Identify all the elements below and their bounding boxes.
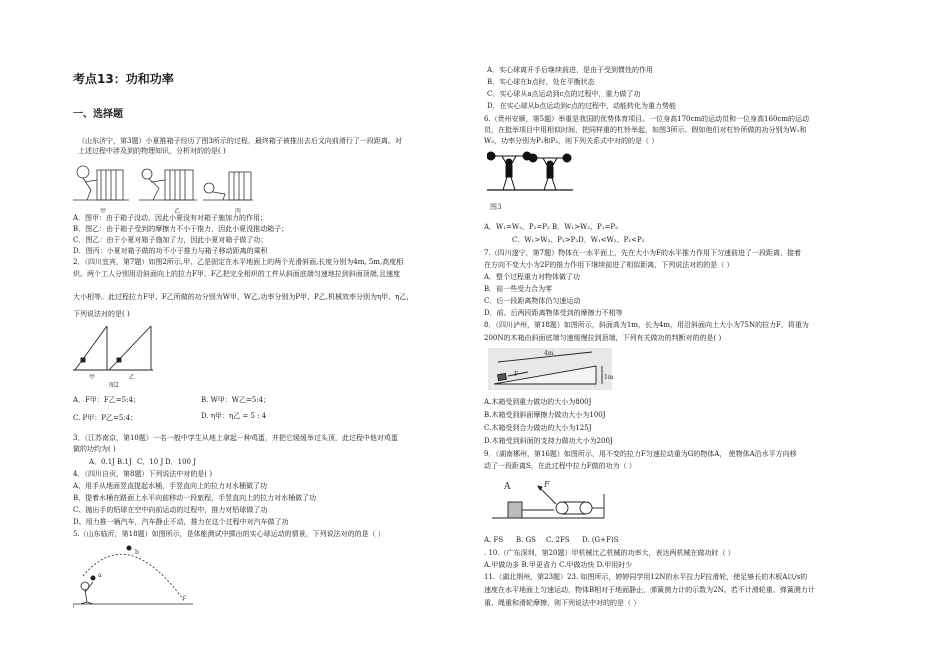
q1-fig-yi: [139, 169, 197, 200]
q7-stem-line2: 在方向不变大小为2F的推力作用下继续前进了相似距离，下列说法对的的是（ ）: [484, 261, 734, 269]
q8-fig-label-length: 4m: [544, 350, 554, 357]
q2-option-d: D. η甲：η乙 = 5 : 4: [201, 412, 267, 420]
q1-option-b: B．图乙：由于箱子受到的摩擦力不小于推力，因此小夏没推动箱子；: [73, 225, 289, 233]
q1-stem-line1: （山东济宁，第3题）小夏推箱子经历了图3所示的过程，最终箱子被推出去后又向前滑行了一段距离。对: [78, 137, 402, 145]
q6-options-row2: C．W₁>W₂、P₁>P₂D．W₁<W₂、P₁<P₂: [512, 236, 645, 244]
q8-fig-label-force: F: [514, 371, 519, 378]
q4-option-c: C、抛出手的铅球在空中向前运动的过程中，推力对铅球做了功: [73, 506, 268, 514]
q1-caption-yi: 乙: [174, 208, 181, 215]
q5-fig-label-a: a: [98, 572, 102, 579]
q2-stem-line2: 炽。两个工人分别用沿斜面向上的拉力F甲、F乙把完全相炽的工件从斜面底端匀速地拉到斜面顶端,且速度: [73, 270, 400, 278]
q4-option-a: A、用手从地面竖直提起水桶，手竖直向上的拉力对水桶做了功: [73, 482, 268, 490]
q9-option-b: B. GS: [516, 536, 536, 544]
q8-option-d: D.木箱受到斜面的支持力做功大小为200J: [484, 437, 613, 445]
q7-option-b: B．前一些受力合为零: [484, 285, 553, 293]
q10-stem: . 10.（广东深圳，第20题）甲机械比乙机械的功率大，表达两机械在做功时（ ）: [484, 549, 735, 557]
q3-options: [89, 458, 225, 467]
q8-option-b: B.木箱受到斜面摩擦力做功大小为100J: [484, 411, 606, 419]
q9-options: [484, 536, 618, 545]
q6-stem-line3: W₂，功率分别为P₁和P₂，则下列关系式中对的的是（ ）: [484, 137, 659, 145]
q2-figure: [73, 322, 153, 384]
q5-stem: 5.（山东临沂，第18题）如图所示，是体能测试中掷出的实心球运动的情景，下列说法对的的是（ ）: [73, 530, 385, 538]
q8-option-a: A.木箱受到重力做功的大小为800J: [484, 398, 592, 406]
q1-option-d: D．图丙：小夏对箱子做的功不小于推力与箱子移动距离的乘积: [73, 247, 268, 255]
q2-stem-line3: 大小相等。此过程拉力F甲、F乙所做的功分别为W甲、W乙,功率分别为P甲、P乙,机械效率分别为η甲、η乙，: [73, 293, 414, 301]
q9-fig-label-a: A: [504, 482, 511, 492]
q1-fig-jia: [73, 166, 129, 200]
q1-option-c: C．图乙：由于小夏对箱子施加了力，因此小夏对箱子做了功；: [73, 236, 268, 244]
q5-fig-label-c: c: [183, 594, 187, 601]
q10-options: A.甲做功多 B.甲更省力 C.甲做功快 D.甲用时少: [484, 561, 633, 569]
q3-option-d: D．100 J: [165, 458, 197, 466]
q2-option-c: C. P甲：P乙=5:4；: [73, 414, 138, 422]
q6-stem-line1: 6.（贵州安顺，第5题）举重是我国的优势体育项目。一位身高170cm的运动员和一位身高160cm的运动: [484, 115, 809, 123]
q4-stem: 4．（四川自贡，第8题）下列说法中对的是( ): [73, 470, 213, 478]
left-column: [73, 0, 473, 672]
q9-stem-line1: 9．（湖南郴州，第16题）如图所示，用不变的拉力F匀速拉动重为G的物体A， 使物体A沿水平方向移: [484, 450, 797, 458]
q7-option-c: C．后一段距离物体仍匀速运动: [484, 297, 581, 305]
q1-figure: [73, 158, 253, 206]
q5-figure: [73, 542, 193, 618]
q6-figure: [487, 150, 573, 198]
q9-fig-label-f: F: [544, 480, 550, 489]
q2-stem-line4: 下列说法对的是( ): [73, 310, 130, 318]
q4-option-b: B、提着水桶在路面上水平向前移动一段旅程，手竖直向上的拉力对水桶做了功: [73, 494, 317, 502]
q8-fig-label-height: 1m: [604, 374, 614, 381]
q6-fig-caption: 图3: [490, 203, 502, 211]
q3-option-c: C．10 J: [137, 458, 164, 466]
q9-stem-line2: 动了一段距离S，在此过程中拉力F做的功为（ ）: [484, 462, 636, 470]
q6-stem-line2: 员，在挺举项目中用相似时间，把同样重的杠铃举起，如图3所示。假如他们对杠铃所做的功分别为W₁和: [484, 126, 807, 134]
q8-option-c: C.木箱受到合力做功的大小为125J: [484, 424, 592, 432]
q9-option-d: D. (G+F)S: [582, 536, 619, 544]
q6-options-row1: A．W₁=W₂、P₁=P₂ B．W₁>W₂、P₁=P₂: [484, 223, 618, 231]
q5-option-c: C．实心球从a点运动到c点的过程中，重力做了功: [487, 90, 641, 98]
q7-stem-line1: 7.（四川遂宁，第7题）物体在一水平面上，先在大小为F的水平推力作用下匀速前进了一段距离，接着: [484, 249, 801, 257]
q3-stem-line2: 做的功约为( ): [73, 445, 116, 453]
q3-option-a: A．0.1J: [89, 458, 115, 466]
q1-caption-jia: 甲: [100, 208, 107, 215]
q5-option-d: D．在实心球从b点运动到c点的过程中，动能转化为重力势能: [487, 102, 677, 110]
q2-fig-label-jia: 甲: [89, 374, 96, 381]
q11-stem-line3: 重、绳重和滑轮摩擦，则下列说法中对的的是（ ）: [484, 599, 641, 607]
q7-option-a: A．整个过程重力对物体做了功: [484, 273, 581, 281]
q3-stem-line1: 3．（江苏南京，第10题）一名一般中学生从地上拿起一种鸡蛋，并把它缓缓举过头顶，此过程中他对鸡蛋: [73, 434, 398, 442]
q7-option-d: D．前、后两段距离物体受到的摩擦力不相等: [484, 309, 623, 317]
page-title: 考点13：功和功率: [73, 72, 174, 86]
q1-fig-bing: [203, 172, 253, 200]
right-column: [484, 0, 904, 672]
q5-option-b: B．实心球在b点时，处在平衡状态: [487, 78, 595, 86]
q1-stem-line2: 上述过程中涉及到的物理知识，分析对的的是( ): [78, 147, 226, 155]
q2-fig-label-yi: 乙: [129, 374, 136, 381]
q2-option-b: B. W甲：W乙=5:4；: [201, 396, 271, 404]
q8-stem-line1: 8．（四川泸州，第18题）如图所示，斜面高为1m，长为4m，用沿斜面向上大小为75N的拉力F，将重为: [484, 321, 809, 329]
q2-fig-caption: 图2: [109, 382, 119, 389]
q8-stem-line2: 200N的木箱由斜面底端匀速缓慢拉到顶端，下列有关做功的判断对的的是( ): [484, 334, 722, 342]
section-heading: 一、选择题: [73, 109, 123, 120]
q9-option-a: A. FS: [484, 536, 504, 544]
q3-option-b: B.1J: [117, 458, 132, 466]
q1-caption-bing: 丙: [235, 208, 242, 215]
q11-stem-line2: 速度在水平地面上匀速运动，物体B相对于地面静止，弹簧测力计的示数为2N。若不计滑轮重、弹簧测力计: [484, 586, 815, 594]
q5-option-a: A．实心球离开手后继续前进，是由于受到惯性的作用: [487, 66, 654, 74]
q1-option-a: A．图甲：由于箱子没动，因此小夏没有对箱子施加力的作用；: [73, 214, 268, 222]
q5-fig-label-b: b: [135, 549, 139, 556]
q2-option-a: A．F甲：F乙=5:4；: [73, 396, 140, 404]
q2-stem-line1: 2．（四川宜宾，第7题）如图2所示,甲、乙是固定在水平地面上的两个光滑斜面,长度分别为4m, 5m,高度相: [73, 258, 404, 266]
q9-option-c: C. 2FS: [546, 536, 570, 544]
q4-option-d: D、用力推一辆汽车，汽车静止不动，推力在这个过程中对汽车做了功: [73, 518, 289, 526]
q11-stem-line1: 11.（湖北荆州，第23题）23. 如图所示，婷婷同学用12N的水平拉力F拉滑轮，使足够长的木板A以/s的: [484, 573, 808, 581]
